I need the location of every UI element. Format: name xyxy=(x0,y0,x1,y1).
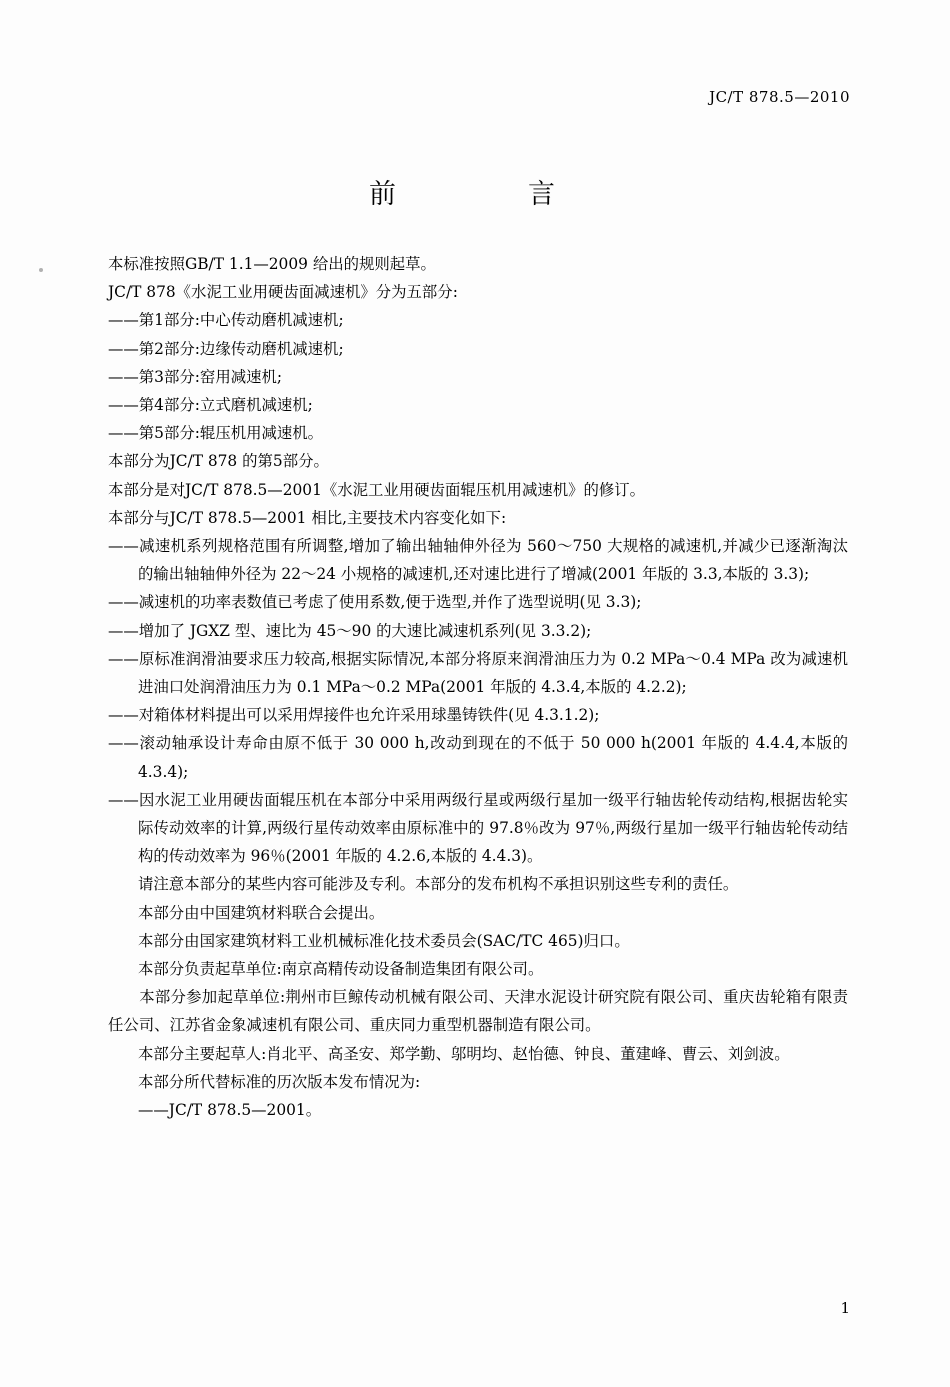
paragraph: ——第5部分:辊压机用减速机。 xyxy=(108,424,324,443)
paragraph: ——第2部分:边缘传动磨机减速机; xyxy=(108,339,344,358)
paragraph: 本部分参加起草单位:荆州市巨鲸传动机械有限公司、天津水泥设计研究院有限公司、重庆齿轮箱有限责任公司、江苏省金象减速机有限公司、重庆同力重型机器制造有限公司。 xyxy=(108,988,848,1035)
paragraph: ——减速机系列规格范围有所调整,增加了输出轴轴伸外径为 560～750 大规格的减速机,并减少已逐渐淘汰的输出轴轴伸外径为 22～24 小规格的减速机,还对速比进行了增减(2001 年版的 3.3,本版的 3.3); xyxy=(108,537,848,584)
paragraph: ——因水泥工业用硬齿面辊压机在本部分中采用两级行星或两级行星加一级平行轴齿轮传动结构,根据齿轮实际传动效率的计算,两级行星传动效率由原标准中的 97.8％改为 97％,两级行星加一级平行轴齿轮传动结构的传动效率为 96％(2001 年版的 4.2.6,本版的 4.4.3)。 xyxy=(108,790,848,866)
paragraph: ——原标准润滑油要求压力较高,根据实际情况,本部分将原来润滑油压力为 0.2 MPa～0.4 MPa 改为减速机进油口处润滑油压力为 0.1 MPa～0.2 MPa(2001 年版的 4.3.4,本版的 4.2.2); xyxy=(108,649,848,697)
page-title: 前 言 xyxy=(369,179,581,210)
paragraph: 本部分为JC/T 878 的第5部分。 xyxy=(108,452,329,471)
paragraph: 本部分所代替标准的历次版本发布情况为: xyxy=(138,1072,421,1091)
paragraph: ——对箱体材料提出可以采用焊接件也允许采用球墨铸铁件(见 4.3.1.2); xyxy=(108,706,600,725)
paragraph: ——减速机的功率表数值已考虑了使用系数,便于选型,并作了选型说明(见 3.3); xyxy=(108,593,642,612)
paragraph: ——第3部分:窑用减速机; xyxy=(108,367,283,386)
paragraph: 本部分由中国建筑材料联合会提出。 xyxy=(138,903,385,922)
paragraph: 本部分由国家建筑材料工业机械标准化技术委员会(SAC/TC 465)归口。 xyxy=(138,931,630,950)
paragraph: 本部分主要起草人:肖北平、高圣安、郑学勤、邬明均、赵怡德、钟良、董建峰、曹云、刘剑波。 xyxy=(138,1044,790,1063)
standard-number-header: JC/T 878.5—2010 xyxy=(709,88,850,106)
page-margin-dot xyxy=(39,268,43,272)
paragraph: 本部分负责起草单位:南京高精传动设备制造集团有限公司。 xyxy=(138,960,544,979)
paragraph: JC/T 878《水泥工业用硬齿面减速机》分为五部分: xyxy=(108,283,458,302)
paragraph: 本标准按照GB/T 1.1—2009 给出的规则起草。 xyxy=(108,255,436,273)
paragraph: ——滚动轴承设计寿命由原不低于 30 000 h,改动到现在的不低于 50 000 h(2001 年版的 4.4.4,本版的 4.3.4); xyxy=(108,734,848,781)
page-number: 1 xyxy=(840,1299,850,1317)
paragraph: ——第4部分:立式磨机减速机; xyxy=(108,396,313,415)
foreword-body xyxy=(108,250,848,1124)
paragraph: 本部分与JC/T 878.5—2001 相比,主要技术内容变化如下: xyxy=(108,508,507,527)
paragraph: ——JC/T 878.5—2001。 xyxy=(138,1101,322,1120)
paragraph: 请注意本部分的某些内容可能涉及专利。本部分的发布机构不承担识别这些专利的责任。 xyxy=(138,875,739,894)
paragraph: ——第1部分:中心传动磨机减速机; xyxy=(108,311,344,330)
paragraph: ——增加了 JGXZ 型、速比为 45～90 的大速比减速机系列(见 3.3.2); xyxy=(108,621,592,640)
paragraph: 本部分是对JC/T 878.5—2001《水泥工业用硬齿面辊压机用减速机》的修订。 xyxy=(108,480,646,499)
